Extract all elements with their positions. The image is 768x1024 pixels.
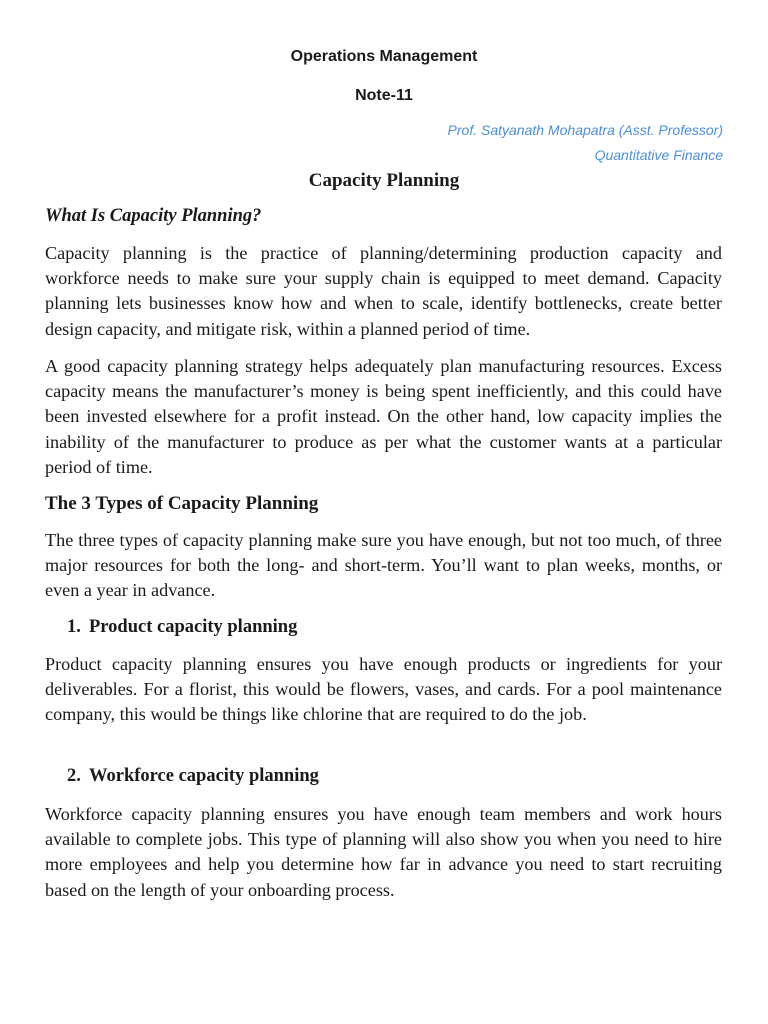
list-heading-text: Workforce capacity planning bbox=[89, 766, 319, 786]
question-heading: What Is Capacity Planning? bbox=[45, 206, 262, 226]
list-heading-workforce bbox=[67, 766, 319, 787]
note-number: Note-11 bbox=[355, 87, 413, 104]
paragraph-strategy: A good capacity planning strategy helps adequately plan manufacturing resources. Excess capacity means the manufacturer’s money is being spent inefficiently, and this could have been invested elsewhere for a profit instead. On the other hand, low capacity implies the inability of the manufacturer to produce as per what the customer wants at a particular period of time. bbox=[45, 356, 722, 477]
author-department: Quantitative Finance bbox=[594, 147, 723, 163]
paragraph-definition: Capacity planning is the practice of planning/determining production capacity and workforce needs to make sure your supply chain is equipped to meet demand. Capacity planning lets businesses know how and when to scale, identify bottlenecks, create better design capacity, and mitigate risk, within a planned period of time. bbox=[45, 243, 722, 339]
list-heading-product bbox=[67, 617, 297, 638]
section-heading: The 3 Types of Capacity Planning bbox=[45, 493, 319, 514]
paragraph-workforce: Workforce capacity planning ensures you have enough team members and work hours available to complete jobs. This type of planning will also show you when you need to hire more employees and help you determine how far in advance you need to start recruiting based on the length of your onboarding process. bbox=[45, 804, 722, 900]
course-title: Operations Management bbox=[290, 48, 478, 65]
list-number: 1. bbox=[67, 617, 81, 637]
author-name: Prof. Satyanath Mohapatra (Asst. Professor) bbox=[447, 122, 723, 138]
paragraph-types-intro: The three types of capacity planning make sure you have enough, but not too much, of three major resources for both the long- and short-term. You’ll want to plan weeks, months, or even a year in advance. bbox=[45, 530, 722, 601]
list-heading-text: Product capacity planning bbox=[89, 617, 298, 637]
document-title: Capacity Planning bbox=[308, 170, 460, 191]
list-number: 2. bbox=[67, 766, 81, 786]
paragraph-product: Product capacity planning ensures you have enough products or ingredients for your deliverables. For a florist, this would be flowers, vases, and cards. For a pool maintenance company, this would be things like chlorine that are required to do the job. bbox=[45, 654, 722, 725]
